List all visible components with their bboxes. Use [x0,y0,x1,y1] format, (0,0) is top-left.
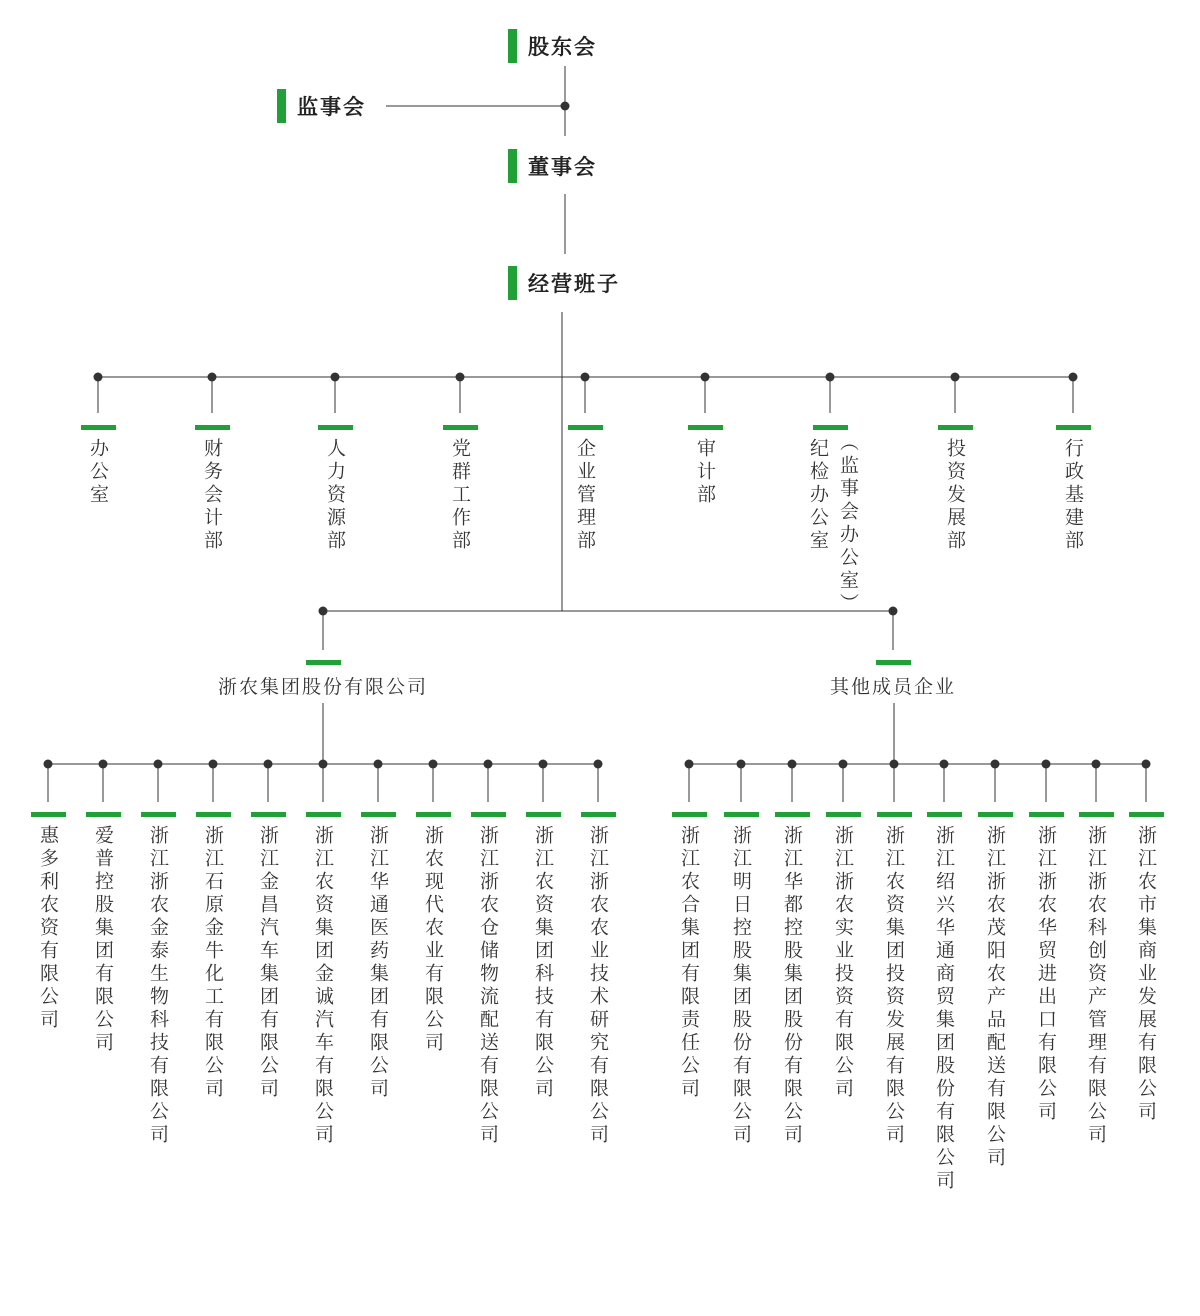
shareholders-node [508,29,597,63]
board-label: 董事会 [528,155,597,179]
company-label: 浙江浙农科创资产管理有限公司 [1085,825,1107,1147]
company-label: 浙江石原金牛化工有限公司 [202,825,224,1101]
green-marker [581,812,616,817]
company-label: 浙江农市集商业发展有限公司 [1135,825,1157,1124]
company-label: 浙江浙农金泰生物科技有限公司 [147,825,169,1147]
company-label: 浙江华通医药集团有限公司 [367,825,389,1101]
green-marker [81,425,116,430]
supervisory-board-label: 监事会 [297,95,366,119]
department-label: 审计部 [694,438,716,507]
green-marker [196,812,231,817]
green-marker [1056,425,1091,430]
company-label: 浙江浙农华贸进出口有限公司 [1035,825,1057,1124]
green-marker [508,266,517,300]
management-label: 经营班子 [528,272,620,296]
company-label: 惠多利农资有限公司 [37,825,59,1032]
shareholders-label: 股东会 [528,35,597,59]
company-label: 浙江农资集团科技有限公司 [532,825,554,1101]
department-label: 办公室 [87,438,109,507]
department-note-label: ︵监事会办公室︶ [837,432,859,616]
board-node [508,149,597,183]
green-marker [826,812,861,817]
company-label: 浙农现代农业有限公司 [422,825,444,1055]
green-marker [306,812,341,817]
green-marker [318,425,353,430]
green-marker [361,812,396,817]
company-label: 浙江浙农实业投资有限公司 [832,825,854,1101]
green-marker [927,812,962,817]
green-marker [508,149,517,183]
green-marker [471,812,506,817]
green-marker [306,660,341,665]
company-label: 浙江明日控股集团股份有限公司 [730,825,752,1147]
company-label: 浙江绍兴华通商贸集团股份有限公司 [933,825,955,1193]
department-label: 党群工作部 [449,438,471,553]
green-marker [813,425,848,430]
company-label: 爱普控股集团有限公司 [92,825,114,1055]
department-label: 企业管理部 [574,438,596,553]
management-node [508,266,620,300]
company-label: 浙江华都控股集团股份有限公司 [781,825,803,1147]
department-label: 纪检办公室 [807,438,829,553]
green-marker [1079,812,1114,817]
green-marker [416,812,451,817]
green-marker [508,29,517,63]
junction-dot [561,102,570,111]
green-marker [938,425,973,430]
company-label: 浙江浙农仓储物流配送有限公司 [477,825,499,1147]
department-label: 行政基建部 [1062,438,1084,553]
green-marker [1129,812,1164,817]
green-marker [672,812,707,817]
green-marker [775,812,810,817]
green-marker [1029,812,1064,817]
department-label: 财务会计部 [201,438,223,553]
company-label: 浙江浙农农业技术研究有限公司 [587,825,609,1147]
group-label: 浙农集团股份有限公司 [218,676,429,698]
green-marker [978,812,1013,817]
green-marker [877,812,912,817]
green-marker [277,89,286,123]
green-marker [251,812,286,817]
green-marker [568,425,603,430]
green-marker [86,812,121,817]
group-label: 其他成员企业 [830,676,957,698]
company-label: 浙江农资集团投资发展有限公司 [883,825,905,1147]
department-label: 投资发展部 [944,438,966,553]
department-label: 人力资源部 [324,438,346,553]
green-marker [724,812,759,817]
supervisory-board-node [277,89,366,123]
green-marker [31,812,66,817]
company-label: 浙江农资集团金诚汽车有限公司 [312,825,334,1147]
green-marker [141,812,176,817]
green-marker [195,425,230,430]
company-label: 浙江农合集团有限责任公司 [678,825,700,1101]
company-label: 浙江浙农茂阳农产品配送有限公司 [984,825,1006,1170]
green-marker [876,660,911,665]
green-marker [526,812,561,817]
green-marker [443,425,478,430]
green-marker [688,425,723,430]
company-label: 浙江金昌汽车集团有限公司 [257,825,279,1101]
